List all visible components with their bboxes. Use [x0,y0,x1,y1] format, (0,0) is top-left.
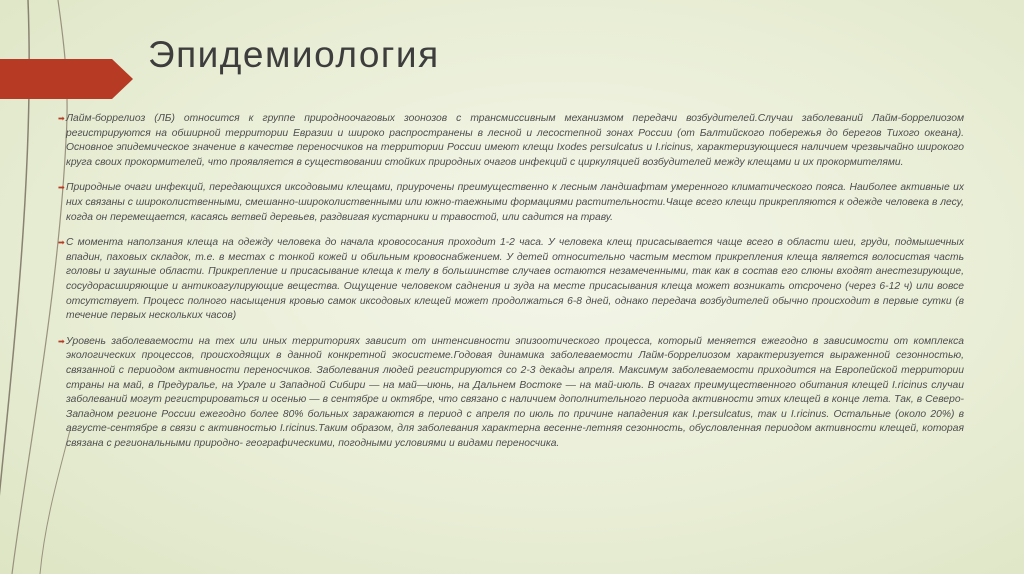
title-accent-banner [0,59,133,99]
slide-body [58,112,964,462]
arrow-bullet-icon: ➡ [58,336,65,346]
bullet-paragraph [58,236,964,324]
paragraph-text: Лайм-боррелиоз (ЛБ) относится к группе природноочаговых зоонозов с трансмиссивным механизмом передачи возбудителей.Случаи заболеваний Лайм-боррелиозом регистрируются на обширной территории Евразии и широко распространены в лесной и лесостепной зонах России (от Балтийского побережья до берегов Тихого океана). Основное эпидемическое значение в качестве переносчиков на территории России имеют клещи Ixodes persulcatus и I.ricinus, характеризующиеся наличием чрезвычайно широкого круга своих прокормителей, что проявляется в существовании стойких природных очагов инфекций с циркуляцией возбудителей между клещами и их прокормителями. [66,113,964,168]
bullet-paragraph [58,181,964,225]
paragraph-text: С момента наползания клеща на одежду человека до начала кровососания проходит 1-2 часа. У человека клещ присасывается чаще всего в области шеи, груди, подмышечных впадин, паховых складок, т.е. в местах с тонкой кожей и обильным кровоснабжением. У детей относительно частым местом прикрепления клеща является волосистая часть головы и заушные области. Прикрепление и присасывание клеща к телу в большинстве случаев остаются незамеченными, так как в состав его слюны входят анестезирующие, сосудорасширяющие и антикоагулирующие вещества. Ощущение человеком саднения и зуда на месте присасывания клеща может возникать отсрочено (через 6-12 ч) или вовсе отсутствует. Процесс полного насыщения кровью самок иксодовых клещей может продолжаться 6-8 дней, однако передача возбудителей обычно происходит в первые сутки (в течение первых нескольких часов) [66,237,964,322]
slide-title: Эпидемиология [148,34,440,75]
paragraph-text: Уровень заболеваемости на тех или иных территориях зависит от интенсивности эпизоотического процесса, который меняется ежегодно в зависимости от комплекса экологических процессов, происходящих в данной конкретной экосистеме.Годовая динамика заболеваемости Лайм-боррелиозом характеризуется выраженной сезонностью, связанной с периодом активности переносчиков. Заболевания людей регистрируются со 2-3 декады апреля. Максимум заболеваемости приходится на Европейской территории страны на май, в Предуралье, на Урале и Западной Сибири — на май—июнь, на Дальнем Востоке — на май-июль. В очагах преимущественного обитания клещей I.ricinus случаи заболеваний могут регистрироваться и осенью — в сентябре и октябре, что связано с наличием дополнительного периода активности этих клещей в конце лета. Так, в Северо-Западном регионе России ежегодно более 80% больных заражаются в период с апреля по июль по причине нападения как I.persulcatus, так и I.ricinus. Остальные (около 20%) в августе-сентябре в связи с активностью I.ricinus.Таким образом, для заболевания характерна весенне-летняя сезонность, обусловленная периодом активности клещей, которая связана с региональными природно- географическими, погодными условиями и видами переносчика. [66,335,964,449]
arrow-bullet-icon: ➡ [58,114,65,123]
arrow-bullet-icon: ➡ [58,183,65,193]
arrow-bullet-icon: ➡ [58,238,65,248]
bullet-paragraph [58,335,964,452]
bullet-paragraph [58,112,964,170]
paragraph-text: Природные очаги инфекций, передающихся иксодовыми клещами, приурочены преимущественно к лесным ландшафтам умеренного климатического пояса. Наиболее активные их них связаны с широколиственными, смешанно-широколиственными или южно-таежными формациями растительности.Чаще всего клещи прикрепляются к одежде человека в лесу, когда он перемещается, касаясь ветвей деревьев, раздвигая кустарники и травостой, или садится на траву. [66,182,964,223]
